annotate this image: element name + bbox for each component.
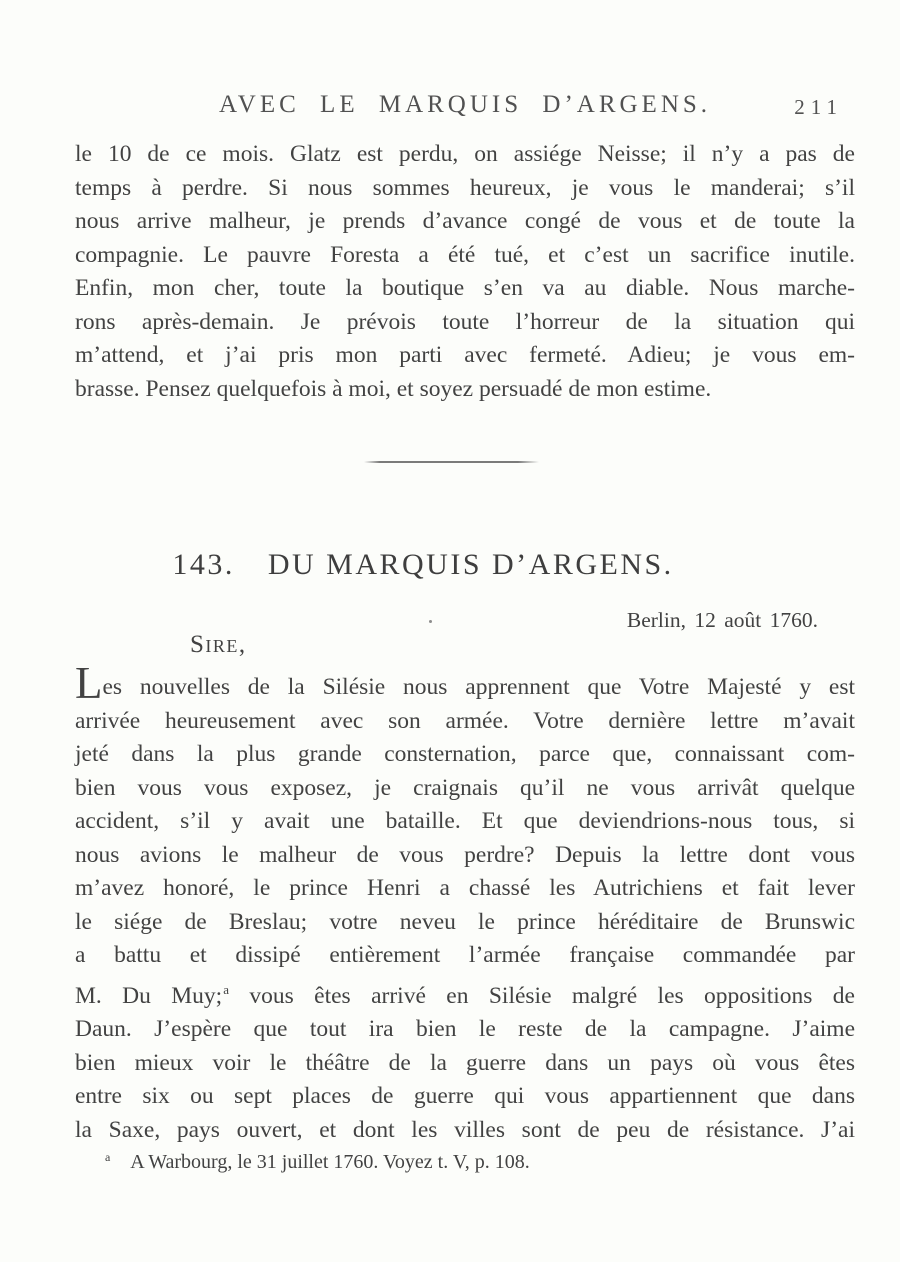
page-number: 211 <box>794 95 843 119</box>
text-line: le 10 de ce mois. Glatz est perdu, on assiége Neisse; il n’y a pas de <box>75 141 855 167</box>
text-line: m’avez honoré, le prince Henri a chassé les Autrichiens et fait lever <box>75 875 855 901</box>
text-line: m’attend, et j’ai pris mon parti avec fermeté. Adieu; je vous em- <box>75 342 855 368</box>
text-line: bien mieux voir le théâtre de la guerre dans un pays où vous êtes <box>75 1049 855 1076</box>
text-line: compagnie. Le pauvre Foresta a été tué, et c’est un sacrifice inutile. <box>75 241 855 268</box>
letter-heading <box>33 548 813 582</box>
initial-capital: L <box>75 658 103 708</box>
text-line: bien vous vous exposez, je craignais qu’il ne vous arrivât quelque <box>75 774 855 801</box>
letter-number: 143. <box>172 548 235 581</box>
text-line: le siége de Breslau; votre neveu le prince héréditaire de Brunswic <box>75 908 855 935</box>
text-line: Enfin, mon cher, toute la boutique s’en va au diable. Nous marche- <box>75 275 855 301</box>
footnote-text: A Warbourg, le 31 juillet 1760. Voyez t. V, p. 108. <box>130 1151 530 1173</box>
salutation: Sire, <box>190 631 247 658</box>
letter-title: DU MARQUIS D’ARGENS. <box>267 548 674 581</box>
text-segment: es nouvelles de la Silésie nous apprennent que Votre Majesté y est <box>102 674 855 700</box>
text-line: a battu et dissipé entièrement l’armée française commandée par <box>75 942 855 968</box>
footnote <box>105 1150 823 1174</box>
text-line <box>75 973 855 1014</box>
text-line <box>75 658 855 708</box>
running-header-title: AVEC LE MARQUIS D’ARGENS. <box>218 91 712 118</box>
section-divider <box>364 461 539 463</box>
ink-speck <box>429 620 432 623</box>
text-line: temps à perdre. Si nous sommes heureux, je vous le manderai; s’il <box>75 174 855 201</box>
continuation-paragraph <box>75 138 855 406</box>
letter-body <box>75 658 855 1147</box>
text-line: accident, s’il y avait une bataille. Et que deviendrions-nous tous, si <box>75 808 855 834</box>
text-line: Daun. J’espère que tout ira bien le reste de la campagne. J’aime <box>75 1016 855 1042</box>
text-line: nous avions le malheur de vous perdre? Depuis la lettre dont vous <box>75 841 855 868</box>
text-line: brasse. Pensez quelquefois à moi, et soyez persuadé de mon estime. <box>75 375 712 402</box>
running-header <box>75 91 855 119</box>
text-line: entre six ou sept places de guerre qui vous appartiennent que dans <box>75 1083 855 1109</box>
text-segment: M. Du Muy; <box>75 982 223 1009</box>
text-line: arrivée heureusement avec son armée. Votre dernière lettre m’avait <box>75 707 855 734</box>
text-line: jeté dans la plus grande consternation, parce que, connaissant com- <box>75 741 855 767</box>
text-line: nous arrive malheur, je prends d’avance congé de vous et de toute la <box>75 208 855 234</box>
text-line: rons après-demain. Je prévois toute l’horreur de la situation qui <box>75 308 855 335</box>
text-segment: vous êtes arrivé en Silésie malgré les oppositions de <box>228 982 855 1009</box>
dateline: Berlin, 12 août 1760. <box>626 608 818 632</box>
text-line: la Saxe, pays ouvert, et dont les villes sont de peu de résistance. J’ai <box>75 1116 855 1143</box>
footnote-ref: a <box>223 981 229 997</box>
footnote-marker: a <box>105 1150 111 1164</box>
